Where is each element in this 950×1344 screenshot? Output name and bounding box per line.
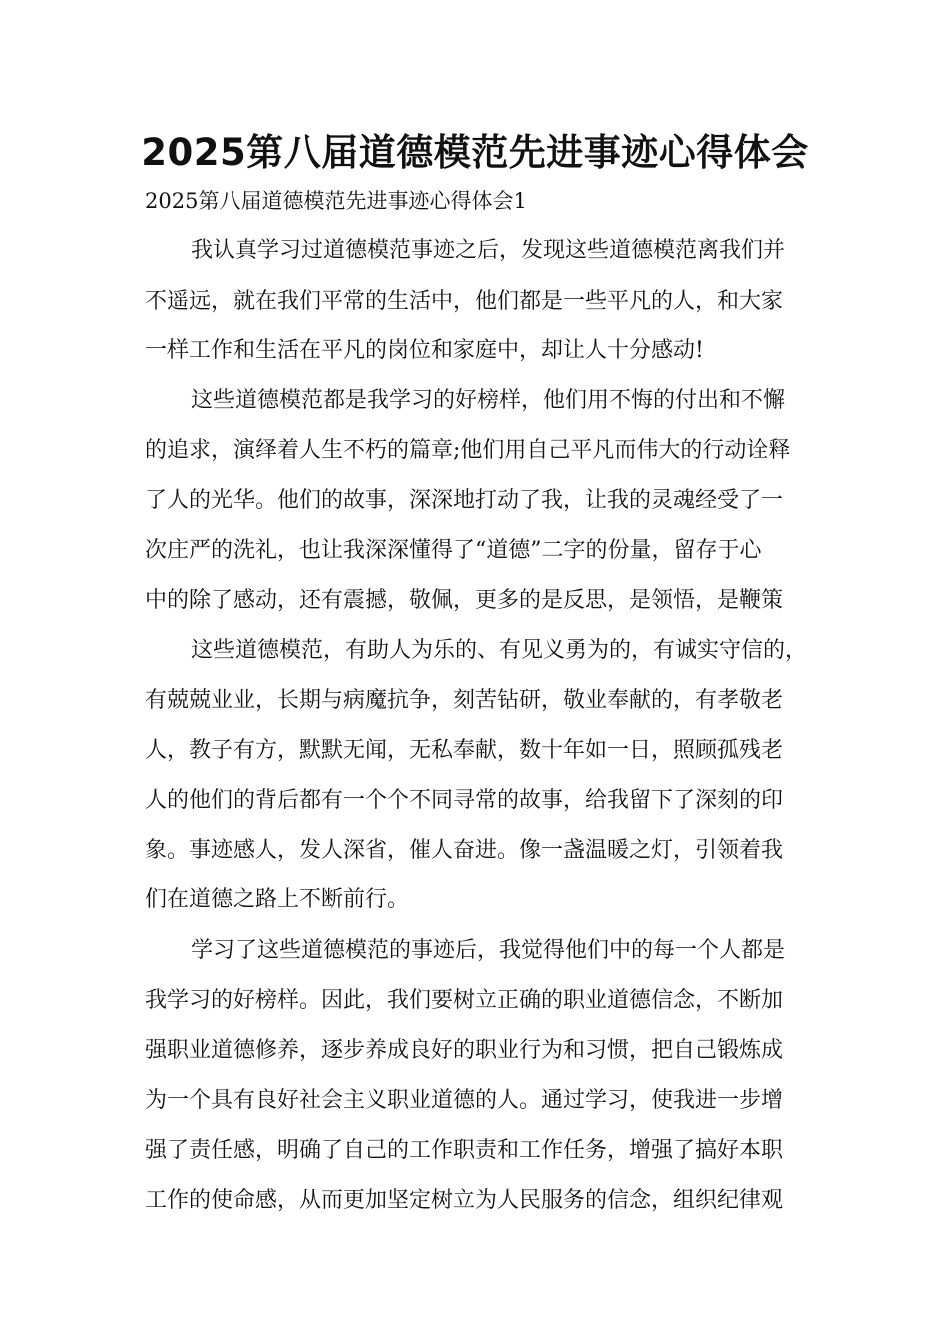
paragraph-3-line-6: 们在道德之路上不断前行。 <box>145 887 410 912</box>
paragraph-4-line-3: 强职业道德修养，逐步养成良好的职业行为和习惯，把自己锻炼成 <box>145 1038 784 1063</box>
paragraph-1-line-2: 不遥远，就在我们平常的生活中，他们都是一些平凡的人，和大家 <box>145 289 784 314</box>
paragraph-3-line-3: 人，教子有方，默默无闻，无私奉献，数十年如一日，照顾孤残老 <box>145 738 784 763</box>
paragraph-4-line-5: 强了责任感，明确了自己的工作职责和工作任务，增强了搞好本职 <box>145 1138 784 1163</box>
paragraph-2-line-3: 了人的光华。他们的故事，深深地打动了我，让我的灵魂经受了一 <box>145 488 784 513</box>
paragraph-1-line-1: 我认真学习过道德模范事迹之后，发现这些道德模范离我们并 <box>191 238 786 263</box>
paragraph-2-line-5: 中的除了感动，还有震撼，敬佩，更多的是反思，是领悟，是鞭策 <box>145 588 784 613</box>
paragraph-2-line-1: 这些道德模范都是我学习的好榜样，他们用不悔的付出和不懈 <box>191 388 786 413</box>
paragraph-4-line-4: 为一个具有良好社会主义职业道德的人。通过学习，使我进一步增 <box>145 1088 784 1113</box>
paragraph-3-line-5: 象。事迹感人，发人深省，催人奋进。像一盏温暖之灯，引领着我 <box>145 838 784 863</box>
paragraph-4-line-2: 我学习的好榜样。因此，我们要树立正确的职业道德信念，不断加 <box>145 988 784 1013</box>
paragraph-4-line-1: 学习了这些道德模范的事迹后，我觉得他们中的每一个人都是 <box>191 938 786 963</box>
paragraph-1-line-3: 一样工作和生活在平凡的岗位和家庭中，却让人十分感动! <box>145 338 704 363</box>
paragraph-3-line-2: 有兢兢业业，长期与病魔抗争，刻苦钻研，敬业奉献的，有孝敬老 <box>145 688 784 713</box>
paragraph-3-line-1: 这些道德模范，有助人为乐的、有见义勇为的，有诚实守信的， <box>191 638 808 663</box>
document-title: 2025第八届道德模范先进事迹心得体会 <box>141 131 809 174</box>
paragraph-4-line-6: 工作的使命感，从而更加坚定树立为人民服务的信念，组织纪律观 <box>145 1188 784 1213</box>
paragraph-2-line-2: 的追求，演绎着人生不朽的篇章;他们用自己平凡而伟大的行动诠释 <box>145 438 791 463</box>
document-subtitle: 2025第八届道德模范先进事迹心得体会1 <box>145 189 527 213</box>
paragraph-3-line-4: 人的他们的背后都有一个个不同寻常的故事，给我留下了深刻的印 <box>145 788 784 813</box>
paragraph-2-line-4: 次庄严的洗礼，也让我深深懂得了“道德”二字的份量，留存于心 <box>145 538 762 563</box>
